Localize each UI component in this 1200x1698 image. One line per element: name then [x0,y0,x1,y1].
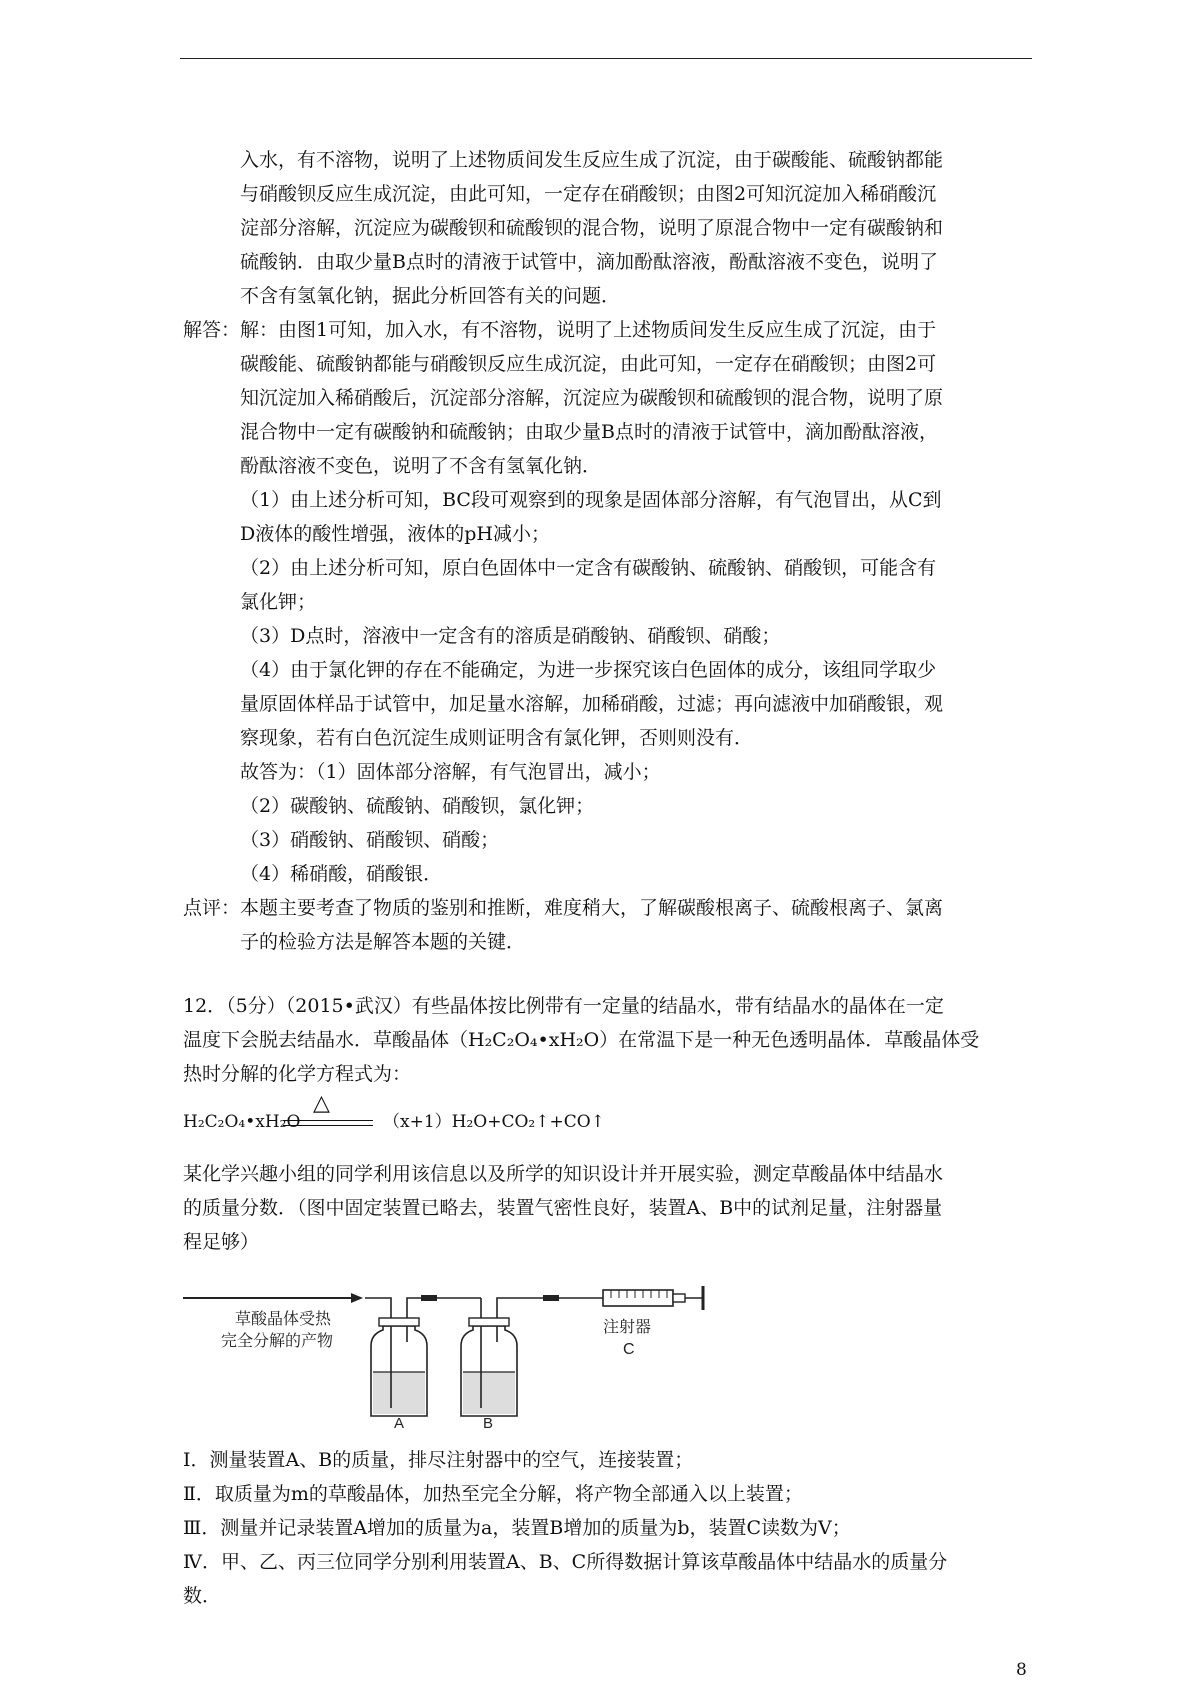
text-line: 温度下会脱去结晶水．草酸晶体（H₂C₂O₄•xH₂O）在常温下是一种无色透明晶体．草酸晶体受 [183,1029,980,1051]
text-line: 某化学兴趣小组的同学利用该信息以及所学的知识设计并开展实验，测定草酸晶体中结晶水 [183,1163,944,1185]
text-line: （3）硝酸钠、硝酸钡、硝酸； [240,829,500,851]
text-line: （4）由于氯化钾的存在不能确定，为进一步探究该白色固体的成分，该组同学取少 [240,659,937,681]
answer-label: 解答： [183,319,241,341]
equation-arrow [283,1120,373,1126]
text-line: 子的检验方法是解答本题的关键． [240,931,526,953]
text-line: 本题主要考查了物质的鉴别和推断，难度稍大，了解碳酸根离子、硫酸根离子、氯离 [240,897,944,919]
text-line: 硫酸钠．由取少量B点时的清液于试管中，滴加酚酞溶液，酚酞溶液不变色，说明了 [240,251,938,273]
comment-label: 点评： [183,897,241,919]
text-line: （2）碳酸钠、硫酸钠、硝酸钡，氯化钾； [240,795,595,817]
text-line: 数． [183,1585,222,1607]
text-line: 量原固体样品于试管中，加足量水溶解，加稀硝酸，过滤；再向滤液中加硝酸银，观 [240,693,944,715]
text-line: 酚酞溶液不变色，说明了不含有氢氧化钠． [240,455,602,477]
text-line: 察现象，若有白色沉淀生成则证明含有氯化钾，否则则没有． [240,727,754,749]
text-line: （3）D点时，溶液中一定含有的溶质是硝酸钠、硝酸钡、硝酸； [240,625,781,647]
chemical-equation [183,1091,783,1138]
text-line: Ⅱ．取质量为m的草酸晶体，加热至完全分解，将产物全部通入以上装置； [183,1483,803,1505]
text-line: （2）由上述分析可知，原白色固体中一定含有碳酸钠、硫酸钠、硝酸钡，可能含有 [240,557,937,579]
bottle-b-label: B [483,1415,494,1428]
text-line: 12．（5分）（2015•武汉）有些晶体按比例带有一定量的结晶水，带有结晶水的晶体在一定 [183,995,944,1017]
text-line: （4）稀硝酸，硝酸银． [240,863,443,885]
text-line: 知沉淀加入稀硝酸后，沉淀部分溶解，沉淀应为碳酸钡和硫酸钡的混合物，说明了原 [240,387,944,409]
text-line: 的质量分数．（图中固定装置已略去，装置气密性良好，装置A、B中的试剂足量，注射器量 [183,1197,943,1219]
text-line: 入水，有不溶物，说明了上述物质间发生反应生成了沉淀，由于碳酸能、硫酸钠都能 [240,149,944,171]
heat-symbol: △ [313,1091,330,1116]
text-line: （1）由上述分析可知，BC段可观察到的现象是固体部分溶解，有气泡冒出，从C到 [240,489,942,511]
syringe [603,1286,703,1310]
text-line: 程足够） [183,1231,260,1253]
syringe-letter: C [623,1341,635,1358]
text-line: 故答为：（1）固体部分溶解，有气泡冒出，减小； [240,761,661,783]
bottle-b [461,1295,603,1416]
text-line: Ⅰ．测量装置A、B的质量，排尽注射器中的空气，连接装置； [183,1449,694,1471]
inlet-label-2: 完全分解的产物 [221,1333,334,1350]
apparatus-diagram [183,1268,743,1428]
text-line: 碳酸能、硫酸钠都能与硝酸钡反应生成沉淀，由此可知，一定存在硝酸钡；由图2可 [240,353,937,375]
text-line: D液体的酸性增强，液体的pH减小； [240,523,550,545]
bottle-a-label: A [394,1415,405,1428]
text-line: 混合物中一定有碳酸钠和硫酸钠；由取少量B点时的清液于试管中，滴加酚酞溶液， [240,421,938,443]
text-line: 不含有氢氧化钠，据此分析回答有关的问题． [240,285,621,307]
equation-products: （x+1）H₂O+CO₂↑+CO↑ [383,1112,605,1132]
page-number: 8 [1016,1660,1027,1680]
text-line: Ⅳ．甲、乙、丙三位同学分别利用装置A、B、C所得数据计算该草酸晶体中结晶水的质量分 [183,1551,948,1573]
text-line: Ⅲ．测量并记录装置A增加的质量为a，装置B增加的质量为b，装置C读数为V； [183,1517,851,1539]
header-rule [180,58,1032,59]
text-line: 热时分解的化学方程式为： [183,1063,412,1085]
text-line: 氯化钾； [240,591,317,613]
text-line: 与硝酸钡反应生成沉淀，由此可知，一定存在硝酸钡；由图2可知沉淀加入稀硝酸沉 [240,183,937,205]
equation-reactant: H₂C₂O₄•xH₂O [183,1112,301,1132]
inlet-arrowhead [351,1293,363,1303]
text-line: 淀部分溶解，沉淀应为碳酸钡和硫酸钡的混合物，说明了原混合物中一定有碳酸钠和 [240,217,944,239]
syringe-label: 注射器 [603,1319,652,1336]
text-line: 解：由图1可知，加入水，有不溶物，说明了上述物质间发生反应生成了沉淀，由于 [240,319,937,341]
inlet-label-1: 草酸晶体受热 [235,1311,332,1328]
